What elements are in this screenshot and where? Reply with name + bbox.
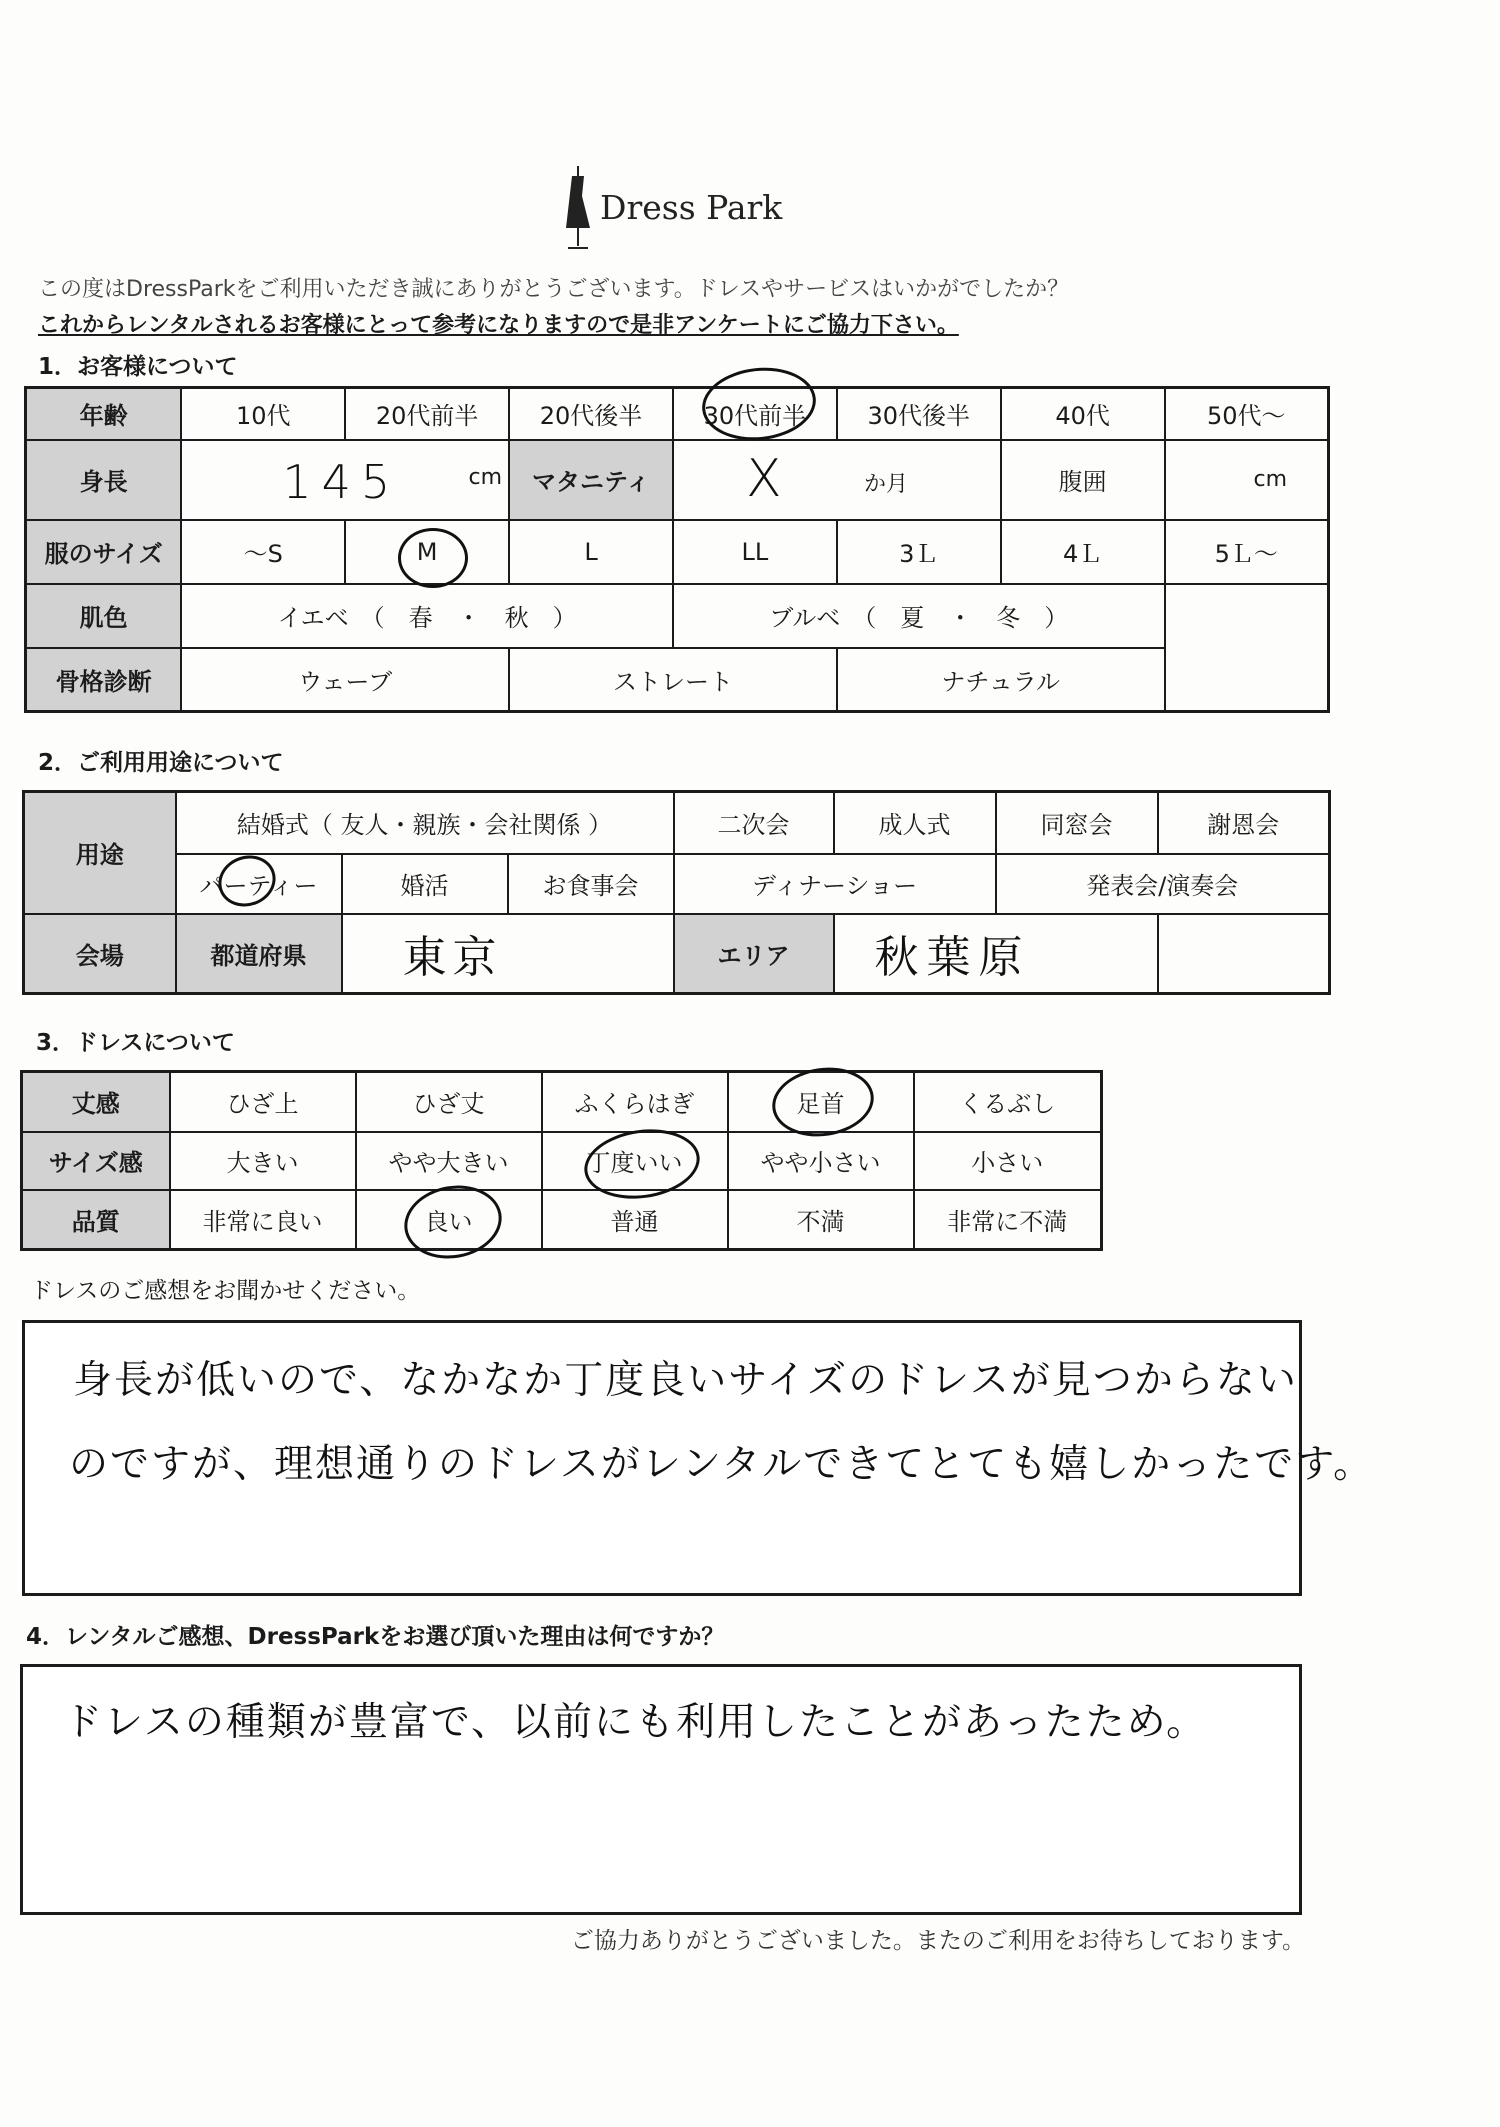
blank-cell	[1165, 648, 1329, 712]
purpose-label: 用途	[24, 792, 176, 914]
impression-textarea[interactable]	[22, 1320, 1375, 1596]
venue-row	[24, 914, 1330, 994]
size-label: 服のサイズ	[26, 520, 182, 584]
impression-line-1: 身長が低いので、なかなか丁度良いサイズのドレスが見つからない	[73, 1358, 1298, 1403]
purpose-option[interactable]: 発表会/演奏会	[996, 854, 1330, 914]
length-option[interactable]: ひざ上	[170, 1072, 356, 1132]
brand-name: Dress Park	[600, 188, 783, 227]
dress-icon	[560, 166, 596, 252]
waist-unit[interactable]: cm	[1165, 440, 1329, 520]
reason-textarea[interactable]	[20, 1664, 1302, 1915]
length-option[interactable]: くるぶし	[914, 1072, 1102, 1132]
brand-logo	[560, 166, 800, 256]
impression-prompt: ドレスのご感想をお聞かせください。	[30, 1278, 421, 1304]
reason-answer: ドレスの種類が豊富で、以前にも利用したことがあったため。	[63, 1700, 1208, 1745]
purpose-option[interactable]: 謝恩会	[1158, 792, 1330, 854]
fit-row	[22, 1132, 1102, 1190]
purpose-option[interactable]: 二次会	[674, 792, 834, 854]
age-label: 年齢	[26, 388, 182, 440]
length-row	[22, 1072, 1102, 1132]
size-row	[26, 520, 1329, 584]
purpose-option[interactable]: 成人式	[834, 792, 996, 854]
maternity-months-unit: か月	[863, 471, 908, 497]
age-row	[26, 388, 1329, 440]
height-cell[interactable]	[181, 440, 509, 520]
size-option[interactable]: M	[345, 520, 509, 584]
section1-title: 1．お客様について	[38, 354, 238, 380]
frame-label: 骨格診断	[26, 648, 182, 712]
section3-title: 3．ドレスについて	[36, 1030, 235, 1056]
quality-option[interactable]: 非常に良い	[170, 1190, 356, 1250]
height-row	[26, 440, 1329, 520]
height-value: 145	[282, 454, 401, 509]
quality-option[interactable]: 普通	[542, 1190, 728, 1250]
blank-cell	[1165, 584, 1329, 648]
frame-option[interactable]: ウェーブ	[181, 648, 509, 712]
length-label: 丈感	[22, 1072, 170, 1132]
area-label: エリア	[674, 914, 834, 994]
size-option[interactable]: 5Ｌ～	[1165, 520, 1329, 584]
intro-line-2: これからレンタルされるお客様にとって参考になりますので是非アンケートにご協力下さい。	[38, 313, 959, 338]
fit-option[interactable]: やや小さい	[728, 1132, 914, 1190]
purpose-option[interactable]: 結婚式（ 友人・親族・会社関係 ）	[176, 792, 674, 854]
size-option[interactable]: L	[509, 520, 673, 584]
prefecture-value: 東京	[402, 932, 503, 984]
quality-option[interactable]: 不満	[728, 1190, 914, 1250]
intro-line-1: この度はDressParkをご利用いただき誠にありがとうございます。ドレスやサービスはいかがでしたか？	[38, 277, 1070, 302]
frame-option[interactable]: ナチュラル	[837, 648, 1165, 712]
frame-row	[26, 648, 1329, 712]
age-option[interactable]: 20代前半	[345, 388, 509, 440]
skin-label: 肌色	[26, 584, 182, 648]
size-option[interactable]: LL	[673, 520, 837, 584]
quality-option[interactable]: 非常に不満	[914, 1190, 1102, 1250]
size-option[interactable]: 3Ｌ	[837, 520, 1001, 584]
purpose-option[interactable]: パーティー	[176, 854, 342, 914]
prefecture-field[interactable]	[342, 914, 674, 994]
length-option[interactable]: ふくらはぎ	[542, 1072, 728, 1132]
closing-message: ご協力ありがとうございました。またのご利用をお待ちしております。	[570, 1928, 1305, 1954]
age-option[interactable]: 50代～	[1165, 388, 1329, 440]
fit-option[interactable]: 大きい	[170, 1132, 356, 1190]
size-option[interactable]: 4Ｌ	[1001, 520, 1165, 584]
section2-title: 2．ご利用用途について	[38, 750, 284, 776]
fit-option[interactable]: 丁度いい	[542, 1132, 728, 1190]
maternity-label: マタニティ	[509, 440, 673, 520]
height-unit: cm	[468, 464, 503, 490]
quality-label: 品質	[22, 1190, 170, 1250]
fit-option[interactable]: 小さい	[914, 1132, 1102, 1190]
age-option[interactable]: 40代	[1001, 388, 1165, 440]
purpose-option[interactable]: 婚活	[342, 854, 508, 914]
height-label: 身長	[26, 440, 182, 520]
venue-label: 会場	[24, 914, 176, 994]
prefecture-label: 都道府県	[176, 914, 342, 994]
maternity-cell[interactable]	[673, 440, 1001, 520]
purpose-option[interactable]: お食事会	[508, 854, 674, 914]
purpose-row-1	[24, 792, 1330, 854]
purpose-row-2	[24, 854, 1330, 914]
impression-line-2: のですが、理想通りのドレスがレンタルできてとても嬉しかったです。	[69, 1442, 1375, 1487]
maternity-value: X	[745, 448, 782, 509]
waist-label: 腹囲	[1001, 440, 1165, 520]
size-option[interactable]: ～S	[181, 520, 345, 584]
skin-row	[26, 584, 1329, 648]
length-option[interactable]: ひざ丈	[356, 1072, 542, 1132]
area-value: 秋葉原	[874, 932, 1031, 984]
quality-option[interactable]: 良い	[356, 1190, 542, 1250]
blank-cell	[1158, 914, 1330, 994]
fit-option[interactable]: やや大きい	[356, 1132, 542, 1190]
age-option[interactable]: 10代	[181, 388, 345, 440]
dress-table	[20, 1070, 1103, 1251]
usage-table	[22, 790, 1331, 995]
skin-blue-base[interactable]: ブルベ （ 夏 ・ 冬 ）	[673, 584, 1165, 648]
customer-table	[24, 386, 1330, 713]
skin-yellow-base[interactable]: イエベ （ 春 ・ 秋 ）	[181, 584, 673, 648]
quality-row	[22, 1190, 1102, 1250]
frame-option[interactable]: ストレート	[509, 648, 837, 712]
age-option[interactable]: 20代後半	[509, 388, 673, 440]
age-option[interactable]: 30代後半	[837, 388, 1001, 440]
length-option[interactable]: 足首	[728, 1072, 914, 1132]
section4-title: 4．レンタルご感想、DressParkをお選び頂いた理由は何ですか？	[26, 1624, 725, 1650]
purpose-option[interactable]: ディナーショー	[674, 854, 996, 914]
fit-label: サイズ感	[22, 1132, 170, 1190]
purpose-option[interactable]: 同窓会	[996, 792, 1158, 854]
area-field[interactable]	[834, 914, 1158, 994]
age-option[interactable]: 30代前半	[673, 388, 837, 440]
